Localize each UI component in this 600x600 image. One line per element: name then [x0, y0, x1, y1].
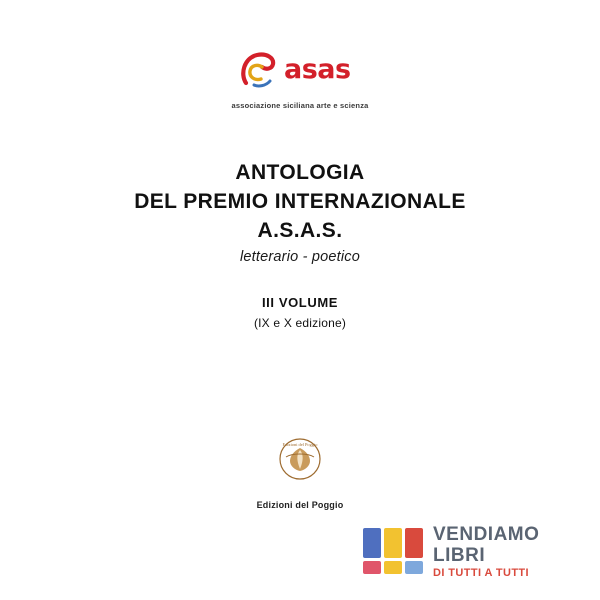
brand-mark [200, 52, 400, 94]
svg-text:Edizioni del Poggio: Edizioni del Poggio [282, 442, 318, 447]
brand-tagline: associazione siciliana arte e scienza [231, 101, 369, 110]
color-bar [405, 561, 423, 574]
edizioni-del-poggio-emblem-icon [278, 437, 322, 481]
watermark-line-1: VENDIAMO [433, 524, 540, 545]
book-title-line-1: ANTOLOGIA [235, 161, 365, 184]
publisher-block [0, 437, 600, 510]
asas-swoosh-icon [240, 52, 286, 88]
color-bar [384, 561, 402, 574]
watermark [363, 520, 588, 582]
title-block [0, 158, 600, 330]
color-bar [405, 528, 423, 558]
brand-wordmark: asas [284, 54, 351, 85]
book-title-line-3: A.S.A.S. [257, 219, 343, 242]
color-bars-icon [363, 528, 425, 574]
edition-label: (IX e X edizione) [253, 316, 347, 330]
watermark-text [433, 524, 539, 579]
watermark-line-3: DI TUTTI A TUTTI [433, 567, 530, 579]
color-bar [363, 528, 381, 558]
association-logo [0, 52, 600, 110]
book-title-line-2: DEL PREMIO INTERNAZIONALE [134, 190, 466, 213]
color-bar [363, 561, 381, 574]
publisher-name: Edizioni del Poggio [256, 500, 344, 510]
color-bar [384, 528, 402, 558]
book-subtitle: letterario - poetico [239, 249, 361, 265]
volume-label: III VOLUME [261, 295, 339, 310]
watermark-line-2: LIBRI [433, 545, 486, 566]
